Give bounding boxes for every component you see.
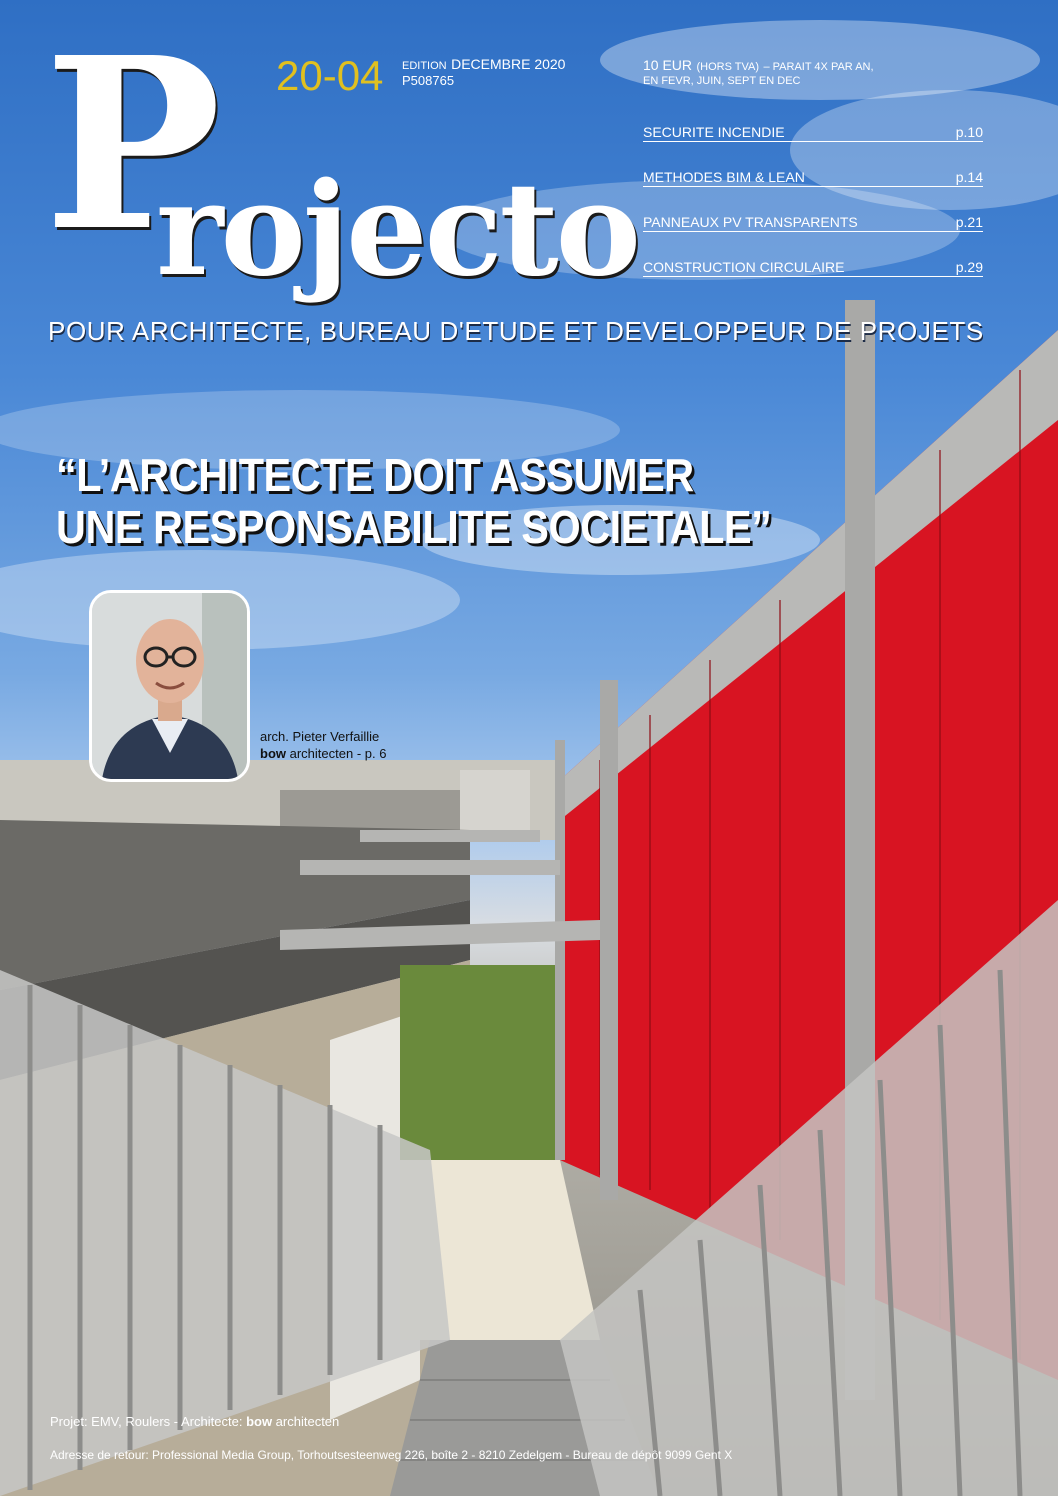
masthead-initial: P (44, 5, 216, 283)
credit-prefix: Projet: EMV, Roulers - Architecte: (50, 1414, 243, 1429)
toc-title: CONSTRUCTION CIRCULAIRE (643, 259, 845, 275)
headline-line-1: “L’ARCHITECTE DOIT ASSUMER (56, 449, 694, 501)
price-tax: (HORS TVA) (696, 61, 760, 73)
toc-underline (643, 141, 983, 142)
credit-brand: bow (246, 1414, 273, 1429)
caption-firm-page: architecten - p. 6 (286, 745, 387, 761)
edition-code: P508765 (402, 73, 455, 89)
caption-brand: bow (260, 745, 286, 761)
price-frequency: – PARAIT 4X PAR AN, (763, 61, 874, 73)
photo-credit (50, 1414, 339, 1429)
toc-page: p.10 (955, 124, 983, 140)
toc-item[interactable] (643, 214, 983, 259)
edition-label: EDITION (402, 60, 447, 72)
toc-title: METHODES BIM & LEAN (643, 169, 805, 185)
garden (400, 965, 560, 1160)
tagline: POUR ARCHITECTE, BUREAU D'ETUDE ET DEVELOPPEUR DE PROJETS (48, 316, 984, 346)
credit-suffix: architecten (272, 1414, 340, 1429)
portrait-illustration (92, 593, 247, 779)
toc-title: SECURITE INCENDIE (643, 124, 785, 140)
edition-info (402, 56, 565, 89)
toc-underline (643, 276, 983, 277)
cover-headline (56, 450, 771, 554)
toc-underline (643, 186, 983, 187)
portrait-caption (260, 729, 386, 763)
table-of-contents (643, 124, 983, 304)
caption-name: arch. Pieter Verfaillie (260, 729, 380, 744)
portrait-photo (89, 590, 250, 782)
toc-item[interactable] (643, 169, 983, 214)
edition-date: DECEMBRE 2020 (451, 56, 566, 72)
toc-page: p.21 (955, 214, 983, 230)
toc-page: p.29 (955, 259, 983, 275)
toc-item[interactable] (643, 259, 983, 304)
toc-title: PANNEAUX PV TRANSPARENTS (643, 214, 858, 230)
toc-page: p.14 (955, 169, 983, 185)
price-months: EN FEVR, JUIN, SEPT EN DEC (643, 75, 801, 88)
price-info (643, 56, 874, 88)
issue-number: 20-04 (276, 52, 384, 99)
headline-line-2: UNE RESPONSABILITE SOCIETALE” (56, 500, 772, 553)
price-value: 10 EUR (643, 57, 693, 73)
toc-item[interactable] (643, 124, 983, 169)
masthead-rest: rojecto (156, 155, 638, 305)
toc-underline (643, 231, 983, 232)
return-address: Adresse de retour: Professional Media Group, Torhoutsesteenweg 226, boîte 2 - 8210 Zedelgem - Bureau de dépôt 9099 Gent X (50, 1448, 733, 1462)
